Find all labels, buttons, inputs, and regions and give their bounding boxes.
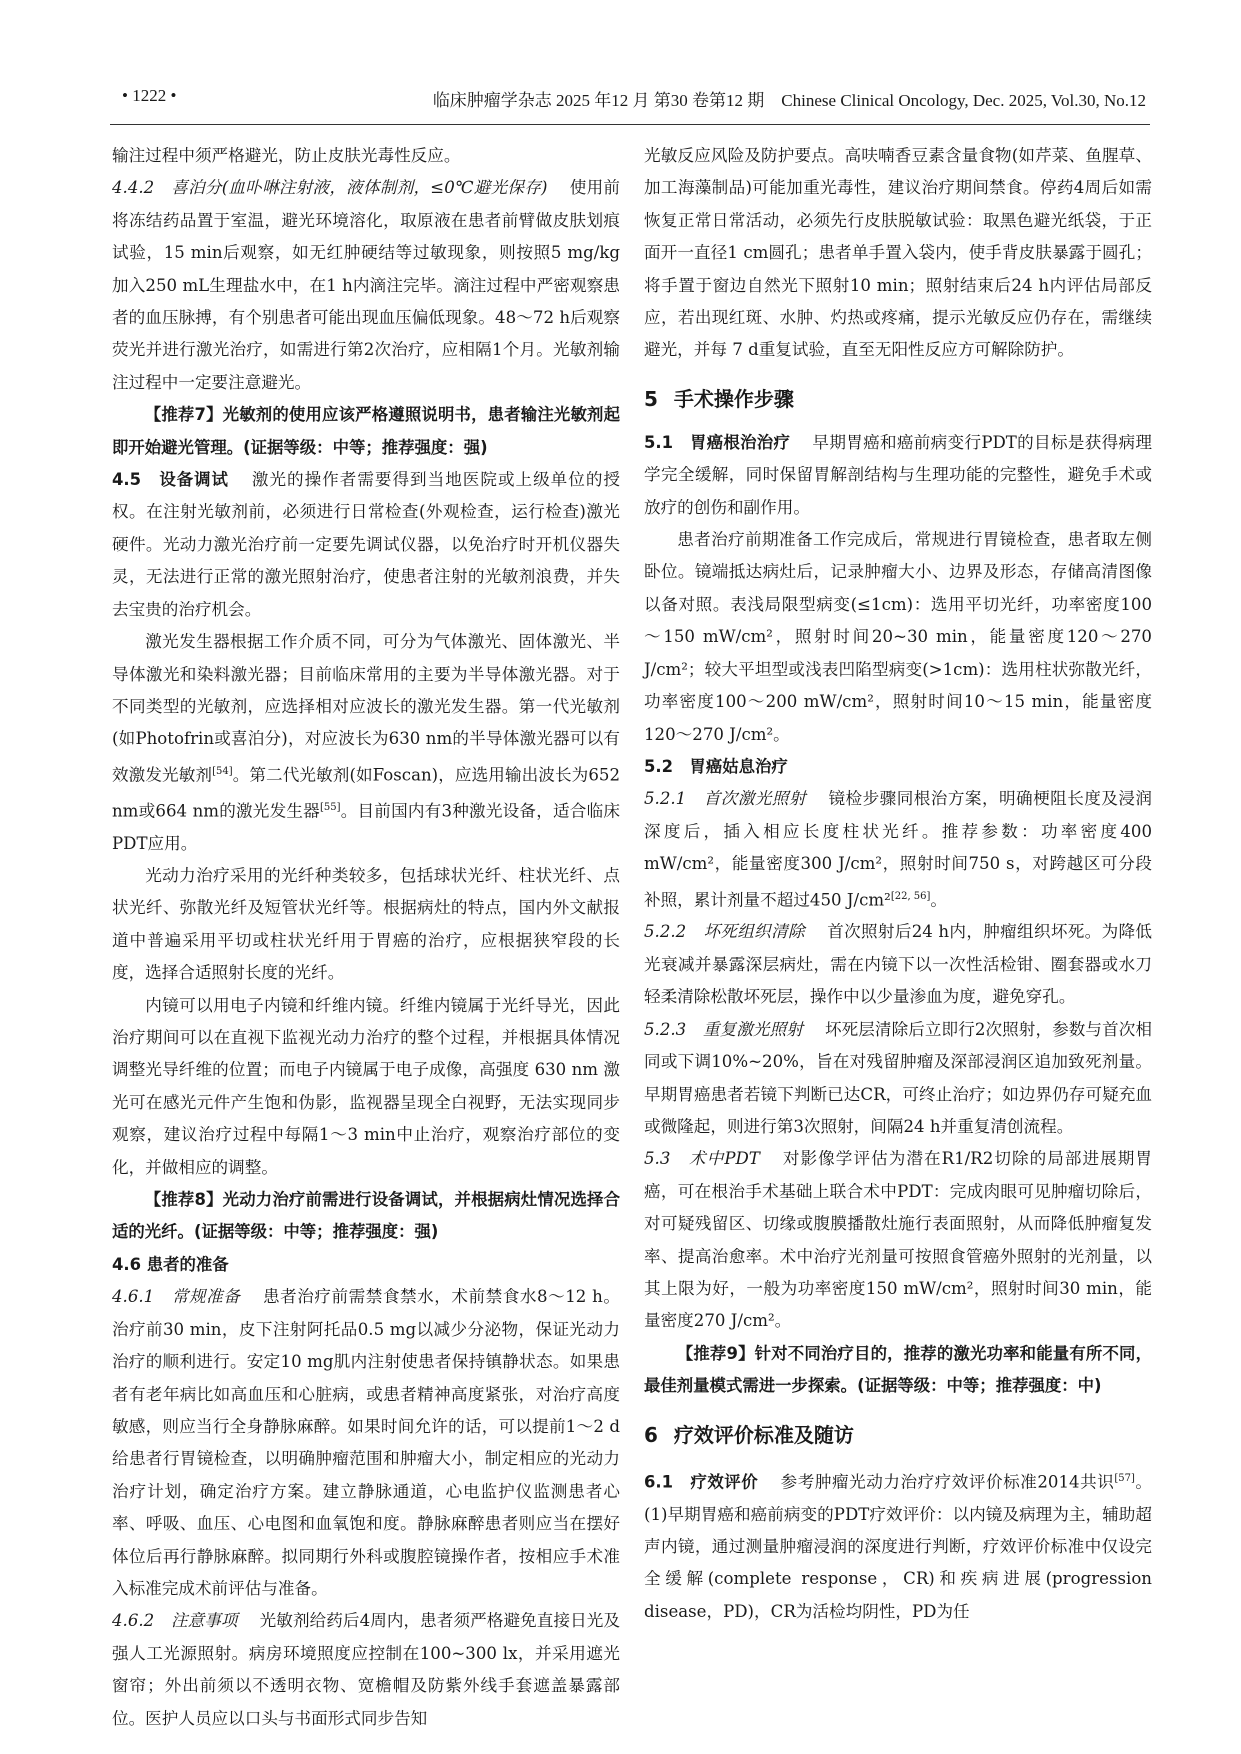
subsection-label: 5.2.1 首次激光照射 <box>644 789 807 809</box>
left-column <box>112 140 621 1728</box>
subsection-label: 4.6.2 注意事项 <box>112 1611 238 1631</box>
paragraph-text: 使用前将冻结药品置于室温，避光环境溶化，取原液在患者前臂做皮肤划痕试验，15 min后观察，如无红肿硬结等过敏现象，则按照5 mg/kg加入250 mL生理盐水中，在1 h内滴注完毕。滴注过程中严密观察患者的血压脉搏，有个别患者可能出现血压偏低现象。48～72 h后观察荧光并进行激光治疗，如需进行第2次治疗，应相隔1个月。光敏剂输注过程中一定要注意避光。 <box>112 178 620 392</box>
section-6-1: 6.1 疗效评价 参考肿瘤光动力治疗疗效评价标准2014共识[57]。(1)早期胃癌和癌前病变的PDT疗效评价：以内镜及病理为主，辅助超声内镜，通过测量肿瘤浸润的深度进行判断，疗效评价标准中仅设完全缓解(complete response，CR)和疾病进展(progression disease，PD)，CR为活检均阴性，PD为任 <box>644 1472 1153 1621</box>
section-4-4-2 <box>112 172 620 399</box>
section-4-5 <box>112 464 620 626</box>
recommendation-8: 【推荐8】光动力治疗前需进行设备调试，并根据病灶情况选择合适的光纤。(证据等级：中等；推荐强度：强) <box>112 1190 620 1242</box>
section-5-2-2 <box>644 916 1152 1013</box>
paragraph-text: 坏死层清除后立即行2次照射，参数与首次相同或下调10%~20%，旨在对残留肿瘤及深部浸润区追加致死剂量。早期胃癌患者若镜下判断已达CR，可终止治疗；如边界仍存可疑充血或微隆起，则进行第3次照射，间隔24 h并重复清创流程。 <box>644 1019 1152 1136</box>
right-column <box>644 140 1152 1700</box>
journal-title: 临床肿瘤学杂志 2025 年12 月 第30 卷第12 期 Chinese Clinical Oncology, Dec. 2025, Vol.30, No.12 <box>432 91 1146 110</box>
paragraph: 光敏反应风险及防护要点。高呋喃香豆素含量食物(如芹菜、鱼腥草、加工海藻制品)可能加重光毒性，建议治疗期间禁食。停药4周后如需恢复正常日常活动，必须先行皮肤脱敏试验：取黑色避光纸袋，于正面开一直径1 cm圆孔；患者单手置入袋内，使手背皮肤暴露于圆孔；将手置于窗边自然光下照射10 min；照射结束后24 h内评估局部反应，若出现红斑、水肿、灼热或疼痛，提示光敏反应仍存在，需继续避光，并每 7 d重复试验，直至无阳性反应方可解除防护。 <box>644 146 1152 360</box>
header-rule <box>110 124 1150 125</box>
paragraph: 光动力治疗采用的光纤种类较多，包括球状光纤、柱状光纤、点状光纤、弥散光纤及短管状光纤等。根据病灶的特点，国内外文献报道中普遍采用平切或柱状光纤用于胃癌的治疗，应根据狭窄段的长度，选择合适照射长度的光纤。 <box>112 866 620 983</box>
subsection-label: 4.4.2 喜泊分(血卟啉注射液，液体制剂，≤0℃避光保存) <box>112 178 548 198</box>
section-title: 4.5 设备调试 <box>112 470 229 490</box>
subsection-label: 5.2.3 重复激光照射 <box>644 1019 803 1039</box>
citation: [55] <box>319 801 341 813</box>
paragraph: 患者治疗前期准备工作完成后，常规进行胃镜检查，患者取左侧卧位。镜端抵达病灶后，记录肿瘤大小、边界及形态，存储高清图像以备对照。表浅局限型病变(≤1cm)：选用平切光纤，功率密度100～150 mW/cm²，照射时间20~30 min，能量密度120～270 J/cm²；较大平坦型或浅表凹陷型病变(>1cm)：选用柱状弥散光纤，功率密度100～200 mW/cm²，照射时间10～15 min，能量密度 120～270 J/cm²。 <box>644 530 1152 744</box>
section-5-2-1: 5.2.1 首次激光照射 镜检步骤同根治方案，明确梗阻长度及浸润深度后，插入相应长度柱状光纤。推荐参数：功率密度400 mW/cm²，能量密度300 J/cm²，照射时间750 s，对跨越区可分段补照，累计剂量不超过450 J/cm²[22, 56]。 <box>644 789 1152 910</box>
paragraph-text: 首次照射后24 h内，肿瘤组织坏死。为降低光衰减并暴露深层病灶，需在内镜下以一次性活检钳、圈套器或水刀轻柔清除松散坏死层，操作中以少量渗血为度，避免穿孔。 <box>644 922 1152 1007</box>
section-title: 5.2 胃癌姑息治疗 <box>644 756 788 776</box>
paragraph-text: 参考肿瘤光动力治疗疗效评价标准2014共识 <box>780 1472 1115 1492</box>
paragraph-text: 患者治疗前需禁食禁水，术前禁食水8～12 h。治疗前30 min，皮下注射阿托品0.5 mg以减少分泌物，保证光动力治疗的顺利进行。安定10 mg肌内注射使患者保持镇静状态。如果患者有老年病比如高血压和心脏病，或患者精神高度紧张，对治疗高度敏感，则应当行全身静脉麻醉。如果时间允许的话，可以提前1～2 d给患者行胃镜检查，以明确肿瘤范围和肿瘤大小，制定相应的光动力治疗计划，确定治疗方案。建立静脉通道，心电监护仪监测患者心率、呼吸、血压、心电图和血氧饱和度。静脉麻醉患者则应当在摆好体位后再行静脉麻醉。拟同期行外科或腹腔镜操作者，按相应手术准入标准完成术前评估与准备。 <box>112 1287 620 1598</box>
citation: [54] <box>212 765 233 777</box>
recommendation-9: 【推荐9】针对不同治疗目的，推荐的激光功率和能量有所不同，最佳剂量模式需进一步探索。(证据等级：中等；推荐强度：中) <box>644 1343 1152 1396</box>
paragraph-text: 光敏剂给药后4周内，患者须严格避免直接日光及强人工光源照射。病房环境照度应控制在100~300 lx，并采用遮光窗帘；外出前须以不透明衣物、宽檐帽及防紫外线手套遮盖暴露部位。医护人员应以口头与书面形式同步告知 <box>112 1611 620 1728</box>
page-number: • 1222 • <box>122 86 177 105</box>
paragraph: 内镜可以用电子内镜和纤维内镜。纤维内镜属于光纤导光，因此治疗期间可以在直视下监视光动力治疗的整个过程，并根据具体情况调整光导纤维的位置；而电子内镜属于电子成像，高强度 630 nm 激光可在感光元件产生饱和伪影，监视器呈现全白视野，无法实现同步观察，建议治疗过程中每隔1～3 min中止治疗，观察治疗部位的变化，并做相应的调整。 <box>112 995 620 1177</box>
subsection-label: 5.3 术中PDT <box>644 1149 760 1169</box>
paragraph: 输注过程中须严格避光，防止皮肤光毒性反应。 <box>112 146 461 165</box>
section-title: 4.6 患者的准备 <box>112 1254 229 1274</box>
page-header <box>110 80 1150 120</box>
section-5-3 <box>644 1143 1152 1337</box>
recommendation-7: 【推荐7】光敏剂的使用应该严格遵照说明书，患者输注光敏剂起即开始避光管理。(证据等级：中等；推荐强度：强) <box>112 405 620 457</box>
section-title: 6.1 疗效评价 <box>644 1472 759 1492</box>
citation: [57] <box>1114 1472 1135 1484</box>
paragraph-text: 镜检步骤同根治方案，明确梗阻长度及浸润深度后，插入相应长度柱状光纤。推荐参数：功率密度400 mW/cm²，能量密度300 J/cm²，照射时间750 s，对跨越区可分段补照，累计剂量不超过450 J/cm² <box>644 789 1152 910</box>
section-5-1 <box>644 427 1152 524</box>
paragraph: 激光发生器根据工作介质不同，可分为气体激光、固体激光、半导体激光和染料激光器；目前临床常用的主要为半导体激光器。对于不同类型的光敏剂，应选择相对应波长的激光发生器。第一代光敏剂(如Photofrin或喜泊分)，对应波长为630 nm的半导体激光器可以有效激发光敏剂[54]。第二代光敏剂(如Foscan)，应选用输出波长为652 nm或664 nm的激光发生器[55]。目前国内有3种激光设备，适合临床PDT应用。 <box>112 632 621 853</box>
paragraph-text: 对影像学评估为潜在R1/R2切除的局部进展期胃癌，可在根治手术基础上联合术中PDT：完成肉眼可见肿瘤切除后，对可疑残留区、切缘或腹膜播散灶施行表面照射，从而降低肿瘤复发率、提高治愈率。术中治疗光剂量可按照食管癌外照射的光剂量，以其上限为好，一般为功率密度150 mW/cm²，照射时间30 min，能量密度270 J/cm²。 <box>644 1149 1152 1331</box>
citation: [22, 56] <box>890 890 931 902</box>
section-4-6-1 <box>112 1281 620 1605</box>
section-title: 5.1 胃癌根治治疗 <box>644 432 791 452</box>
section-4-6-2 <box>112 1605 620 1735</box>
paragraph-text: 早期胃癌和癌前病变行PDT的目标是获得病理学完全缓解，同时保留胃解剖结构与生理功能的完整性，避免手术或放疗的创伤和副作用。 <box>644 432 1152 517</box>
section-heading-6: 6 疗效评价标准及随访 <box>644 1422 854 1447</box>
section-heading-5: 5 手术操作步骤 <box>644 386 794 411</box>
section-5-2-3 <box>644 1014 1152 1144</box>
subsection-label: 4.6.1 常规准备 <box>112 1287 241 1307</box>
subsection-label: 5.2.2 坏死组织清除 <box>644 922 805 942</box>
paragraph-text: 激光的操作者需要得到当地医院或上级单位的授权。在注射光敏剂前，必须进行日常检查(外观检查，运行检查)激光硬件。光动力激光治疗前一定要先调试仪器，以免治疗时开机仪器失灵，无法进行正常的激光照射治疗，使患者注射的光敏剂浪费，并失去宝贵的治疗机会。 <box>112 470 620 619</box>
